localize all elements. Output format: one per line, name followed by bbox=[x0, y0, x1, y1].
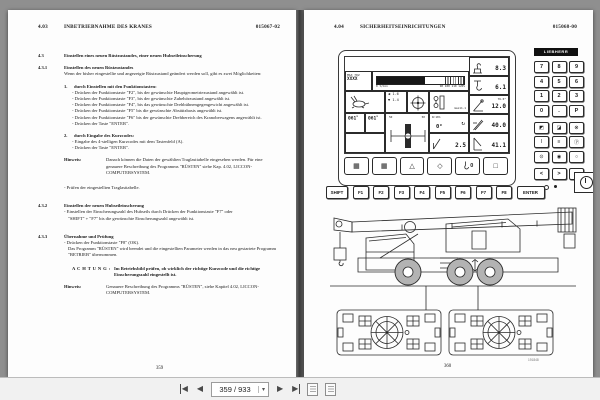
section-number: 4.03 bbox=[38, 24, 48, 30]
last-page-button[interactable]: ▶ bbox=[292, 384, 299, 393]
gear-down-icon: ▼ bbox=[388, 97, 391, 102]
hint-block-1: Hinweis: Danach können die Daten der gewählten Traglasttabelle eingesehen werden. Für eine genauere Beschreibung des Programms "RÜSTEN" siehe Kap. 4.02, LICCON-COMPUTERSYSTEM. bbox=[64, 157, 263, 175]
program-key-icon: Ⓟ bbox=[569, 136, 584, 148]
jib-icon bbox=[432, 137, 442, 150]
crosshair-icon bbox=[410, 95, 426, 111]
function-key-icon: ◉ bbox=[552, 151, 567, 163]
aux-value-cell: 2.5 bbox=[429, 133, 469, 153]
height-cell: 12.0 76.0° bbox=[469, 95, 509, 114]
level-indicator-cell bbox=[407, 91, 429, 113]
warning-block: A C H T U N G : Im Betriebsbild prüfen, ob wirklich der richtige Kurzcode und die richtige Einscherungszahl eingestellt ist. bbox=[72, 265, 261, 277]
section-4-3-1: 4.3.1 Einstellen des neuen Rüstzustandes bbox=[38, 65, 134, 71]
numpad-key: 4 bbox=[534, 76, 549, 88]
hook-counter-key: 0 bbox=[455, 157, 480, 175]
cancel-key-icon: ⊗ bbox=[569, 122, 584, 134]
page-title: INBETRIEBNAHME DES KRANES bbox=[64, 24, 153, 30]
power-button bbox=[574, 172, 593, 193]
option-1-items bbox=[72, 90, 278, 127]
list-item: - Drücken der Funktionstaste "F2", bis der gewünschte Hauptgeometriezustand angewählt ist. bbox=[72, 89, 245, 95]
f5-key: F5 bbox=[435, 186, 451, 199]
speed-cell bbox=[345, 91, 385, 113]
option-2-heading: 2. durch Eingabe des Kurzcodes: bbox=[64, 132, 135, 138]
next-page-button[interactable]: ▶ bbox=[277, 384, 284, 393]
mode-cell: MAX 702 XXXX bbox=[345, 71, 372, 91]
diamond-key-icon: ◇ bbox=[427, 157, 452, 175]
gear-up-icon: ◀ bbox=[388, 92, 391, 96]
list-item: - Drücken der Taste "ENTER". bbox=[72, 145, 130, 151]
previous-page-button[interactable]: ◀ bbox=[196, 384, 203, 393]
liccon-console-diagram bbox=[330, 44, 593, 202]
numpad-key: P bbox=[569, 105, 584, 117]
numpad-key: 5 bbox=[552, 76, 567, 88]
load-cell: 6.1 bbox=[469, 76, 509, 95]
crane-function-key-icon: ◪ bbox=[552, 122, 567, 134]
warning-key-icon: △ bbox=[400, 157, 425, 175]
outrigger-top-view-left bbox=[337, 310, 441, 355]
page-number-footer: 360 bbox=[444, 364, 452, 369]
right-arrow-key: > bbox=[552, 168, 567, 180]
crane-function-key-icon: ◩ bbox=[534, 122, 549, 134]
page-key-icon: □ bbox=[483, 157, 508, 175]
section-4-3-3-text: - Drücken der Funktionstaste "F8" (OK). Das Programm "RÜSTEN" wird beendet und die eingestellten Parameter werden in das neu gestartete Programm "BETRIEB" übernommen. bbox=[64, 239, 277, 258]
outrigger-top-view-right bbox=[449, 310, 553, 355]
gear-cell: ◀ 1.6 ▼ 1.4 bbox=[385, 91, 407, 113]
support-pressure-cell-a: 061$^x$ bbox=[345, 113, 365, 133]
boom-length-cell: 40.0 bbox=[469, 114, 509, 133]
section-4-3-3: 4.3.3 Übernahme und Prüfung bbox=[38, 233, 114, 239]
enter-key: ENTER bbox=[517, 186, 545, 199]
section-4-3-2: 4.3.2 Einstellen der neuen Hubseileinscherung bbox=[38, 203, 144, 209]
boom-angle-icon bbox=[472, 99, 484, 112]
edit-key-icon: ≡ bbox=[552, 136, 567, 148]
radius-icon bbox=[472, 137, 484, 151]
hook-icon bbox=[472, 80, 483, 93]
page-number-footer: 359 bbox=[156, 365, 164, 371]
page-dropdown-icon[interactable]: ▾ bbox=[258, 386, 268, 393]
f2-key: F2 bbox=[373, 186, 389, 199]
numpad-key: . bbox=[552, 105, 567, 117]
f6-key: F6 bbox=[455, 186, 471, 199]
telescope-icon bbox=[472, 118, 484, 131]
rotation-icon: ↻ bbox=[461, 120, 465, 127]
numpad-key: 3 bbox=[569, 90, 584, 102]
outrigger-key-icon: ▦ bbox=[344, 157, 369, 175]
shift-key: SHIFT bbox=[326, 186, 348, 199]
f8-key: F8 bbox=[496, 186, 512, 199]
section-4-3: 4.3 Einstellen eines neuen Rüstzustandes, einer neuen Hubseileinscherung bbox=[38, 53, 202, 59]
list-item: - Drücken der Funktionstaste "F6" bis der gewünschte Drehbereich des Kranoberwagens angewählt ist. bbox=[72, 114, 262, 120]
liebherr-logo: LIEBHERR bbox=[534, 48, 578, 56]
hook-icon bbox=[462, 161, 469, 171]
function-key-icon: ⊙ bbox=[534, 151, 549, 163]
radius-cell: 41.1 bbox=[469, 133, 509, 153]
led-off bbox=[544, 185, 549, 190]
page-title: SICHERHEITSEINRICHTUNGEN bbox=[360, 24, 446, 30]
numpad-key: 8 bbox=[552, 61, 567, 73]
option-2-items bbox=[72, 139, 278, 151]
f3-key: F3 bbox=[394, 186, 410, 199]
first-page-button[interactable]: ◀ bbox=[181, 384, 188, 393]
list-item: - Drücken der Funktionstaste "F3", bis der gewünschte Zubehörzustand angewählt ist. bbox=[72, 95, 231, 101]
section-4-3-1-intro: Wenn der bisher eingestellte und angezeigte Rüstzustand geändert werden soll, gibt es zwei Möglichkeiten: bbox=[64, 71, 262, 77]
outrigger-key-2-icon: ▦ bbox=[372, 157, 397, 175]
slewing-cell: W:10% 0° ↻ bbox=[429, 113, 469, 133]
power-icon bbox=[580, 176, 593, 189]
figure-code: 191848 bbox=[528, 358, 539, 362]
support-pressure-cell-b: 061$^x$ bbox=[365, 113, 385, 133]
list-item: - Drücken der Funktionstaste "F4", bis das gewünschte Drehbühnengegengewicht angewählt ist. bbox=[72, 102, 249, 108]
page-number-input[interactable]: 359 / 933 ▾ bbox=[211, 382, 269, 397]
utilization-bar-cell: 0 t/min 90 100 110 120% bbox=[372, 71, 469, 91]
bezel-keys bbox=[344, 157, 508, 175]
liccon-screen bbox=[344, 56, 510, 154]
numpad-key: 2 bbox=[552, 90, 567, 102]
section-number: 4.04 bbox=[334, 24, 344, 30]
viewer-toolbar bbox=[0, 377, 600, 400]
manual-page-left bbox=[8, 10, 296, 377]
check-line: - Prüfen der eingestellten Traglasttabelle. bbox=[64, 185, 140, 191]
page-divider bbox=[296, 10, 304, 377]
doc-code: 015068-00 bbox=[552, 24, 577, 30]
crane-figure bbox=[322, 200, 584, 360]
blank-cell bbox=[345, 133, 385, 153]
numpad-key: 9 bbox=[569, 61, 584, 73]
icon-keypad bbox=[534, 122, 593, 163]
numpad-key: 7 bbox=[534, 61, 549, 73]
list-item: - Drücken der Funktionstaste "F5" bis die gewünschte Abstützbasis angewählt ist. bbox=[72, 108, 223, 114]
hookblock-cell: max11.1 bbox=[429, 91, 469, 113]
list-item: - Eingabe des 4-stelligen Kurzcodes mit dem Tastenfeld (A). bbox=[72, 139, 184, 145]
page-header bbox=[304, 10, 593, 30]
hook-block-icon bbox=[432, 95, 446, 110]
hint-block-2: Hinweis: Genauere Beschreibung des Programms "RÜSTEN", siehe Kapitel 4.02, LICCON-COMPUTERSYSTEM. bbox=[64, 283, 259, 296]
f1-key: F1 bbox=[353, 186, 369, 199]
outrigger-base-cell: 50 50 bbox=[385, 113, 429, 153]
shortcode-value: XXXX bbox=[347, 77, 358, 82]
numpad-key: 1 bbox=[534, 90, 549, 102]
liccon-monitor bbox=[338, 50, 516, 186]
facing-pages-view-icon[interactable] bbox=[325, 383, 336, 396]
function-key-row bbox=[326, 186, 545, 199]
numpad-key: 0 bbox=[534, 105, 549, 117]
page-header bbox=[8, 10, 296, 31]
keypad-panel bbox=[526, 44, 593, 190]
doc-code: 015067-02 bbox=[255, 24, 280, 30]
hare-icon bbox=[348, 95, 370, 109]
function-key-icon: ○ bbox=[569, 151, 584, 163]
option-1-heading: 1. durch Einstellen mit den Funktionstasten: bbox=[64, 83, 157, 89]
numpad-key: 6 bbox=[569, 76, 584, 88]
numeric-keypad bbox=[534, 61, 593, 117]
left-arrow-key: < bbox=[534, 168, 549, 180]
outrigger-cross-icon bbox=[388, 121, 428, 151]
list-item: - Drücken der Taste "ENTER". bbox=[72, 120, 130, 126]
load-icon bbox=[472, 61, 483, 74]
single-page-view-icon[interactable] bbox=[307, 383, 318, 396]
info-key-icon: Ι bbox=[534, 136, 549, 148]
f7-key: F7 bbox=[476, 186, 492, 199]
led-on bbox=[554, 185, 557, 188]
max-load-cell: 8.3 bbox=[469, 57, 509, 76]
manual-page-right bbox=[304, 10, 593, 377]
f4-key: F4 bbox=[414, 186, 430, 199]
section-4-3-2-text: - Einstellen der Einscherungszahl des Hubseils durch Drücken der Funktionstaste "F7" oder "SHIFT" + "F7" bis die gewünschte Einscherungszahl angewählt ist. bbox=[64, 209, 233, 221]
